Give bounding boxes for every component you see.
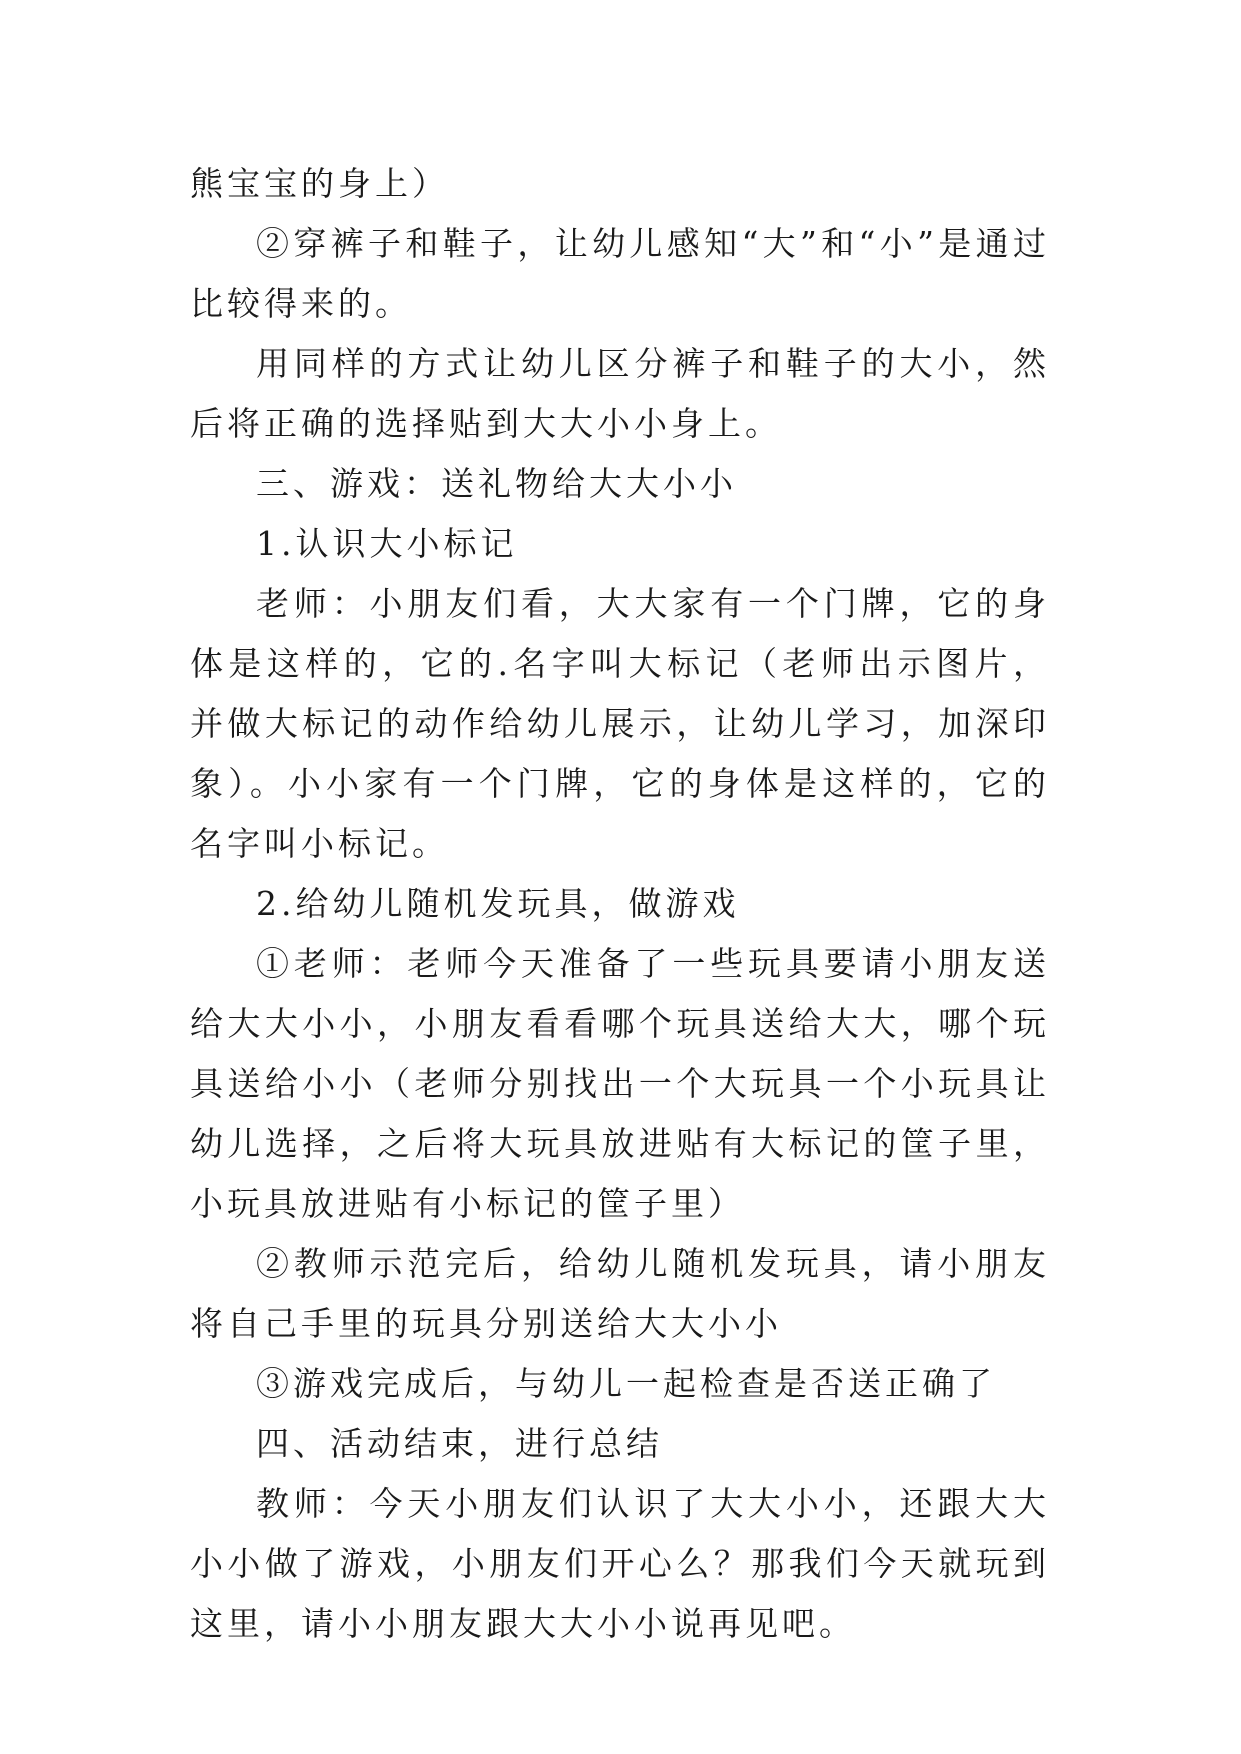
paragraph-continuation: 熊宝宝的身上） bbox=[190, 164, 449, 203]
subheading-hand-out-toys: 2.给幼儿随机发玩具，做游戏 bbox=[256, 884, 740, 923]
paragraph-step-2: ②穿裤子和鞋子，让幼儿感知“大”和“小”是通过比较得来的。 bbox=[190, 224, 1050, 323]
paragraph-teacher-doorplate: 老师：小朋友们看，大大家有一个门牌，它的身体是这样的，它的.名字叫大标记（老师出示图片，并做大标记的动作给幼儿展示，让幼儿学习，加深印象）。小小家有一个门牌，它的身体是这样的，它的名字叫小标记。 bbox=[190, 584, 1050, 863]
paragraph-same-method: 用同样的方式让幼儿区分裤子和鞋子的大小，然后将正确的选择贴到大大小小身上。 bbox=[190, 344, 1050, 443]
paragraph-check-results: ③游戏完成后，与幼儿一起检查是否送正确了 bbox=[256, 1364, 996, 1403]
paragraph-teacher-goodbye: 教师：今天小朋友们认识了大大小小，还跟大大小小做了游戏，小朋友们开心么？那我们今天就玩到这里，请小小朋友跟大大小小说再见吧。 bbox=[190, 1484, 1050, 1643]
section-heading-summary: 四、活动结束，进行总结 bbox=[256, 1424, 663, 1463]
paragraph-teacher-toys: ①老师：老师今天准备了一些玩具要请小朋友送给大大小小，小朋友看看哪个玩具送给大大，哪个玩具送给小小（老师分别找出一个大玩具一个小玩具让幼儿选择，之后将大玩具放进贴有大标记的筐子里，小玩具放进贴有小标记的筐子里） bbox=[190, 944, 1050, 1223]
document-body bbox=[190, 154, 1050, 1654]
paragraph-demo-complete: ②教师示范完后，给幼儿随机发玩具，请小朋友将自己手里的玩具分别送给大大小小 bbox=[190, 1244, 1050, 1343]
section-heading-game: 三、游戏：送礼物给大大小小 bbox=[256, 464, 737, 503]
subheading-recognize-marks: 1.认识大小标记 bbox=[256, 524, 518, 563]
